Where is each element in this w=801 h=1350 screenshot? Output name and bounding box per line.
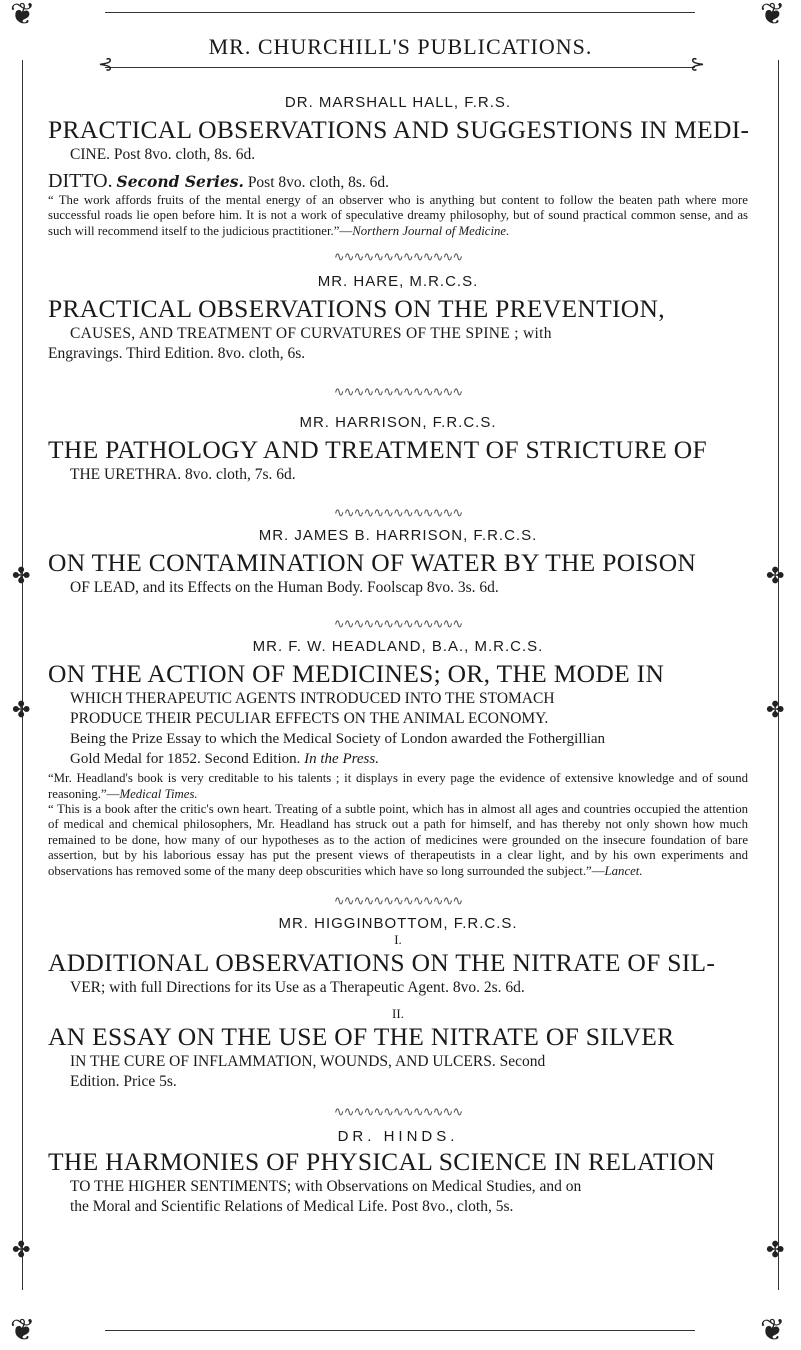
entry-title: ON THE CONTAMINATION OF WATER BY THE POISON bbox=[48, 548, 697, 578]
review-quote-text: “Mr. Headland's book is very creditable to his talents ; it displays in every page the evidence of extensive knowledge and of sound reasoning.”— bbox=[48, 771, 748, 801]
entry-author: MR. HARE, M.R.C.S. bbox=[317, 273, 479, 291]
entry-details: OF LEAD, and its Effects on the Human Body. Foolscap 8vo. 3s. 6d. bbox=[70, 579, 499, 597]
corner-ornament-icon: ❦ bbox=[10, 1313, 36, 1348]
ditto-word: DITTO. bbox=[48, 170, 113, 192]
ditto-details: Post 8vo. cloth, 8s. 6d. bbox=[247, 174, 390, 191]
entry-hare bbox=[48, 273, 748, 364]
entry-details-line: TO THE HIGHER SENTIMENTS; with Observations on Medical Studies, and on bbox=[70, 1178, 582, 1196]
entry-details-cont: Engravings. Third Edition. 8vo. cloth, 6s. bbox=[48, 345, 306, 363]
entry-author: DR. MARSHALL HALL, F.R.S. bbox=[284, 94, 512, 111]
entry-edition: Gold Medal for 1852. Second Edition. bbox=[70, 751, 301, 768]
ditto-line bbox=[48, 171, 748, 193]
bottom-rule bbox=[105, 1330, 695, 1331]
left-border bbox=[22, 60, 23, 1290]
entry-author: MR. JAMES B. HARRISON, F.R.C.S. bbox=[258, 527, 538, 545]
review-source: Lancet. bbox=[604, 863, 643, 878]
top-rule-lower bbox=[105, 67, 695, 68]
wavy-divider-icon: ∿∿∿∿∿∿∿∿∿∿∿∿∿ bbox=[333, 894, 463, 910]
entry-details-line: the Moral and Scientific Relations of Medical Life. Post 8vo., cloth, 5s. bbox=[70, 1198, 514, 1216]
entry-james-harrison bbox=[48, 527, 748, 598]
review-quote-text: “ The work affords fruits of the mental energy of an observer who is anything but content to follow the beaten path where more successful roads lie open before him. It is not a work of speculative dreamy philosophy, but of sound practical common sense, and as such will recommend itself to the judicious practitioner.”— bbox=[48, 193, 748, 238]
entry-author: MR. F. W. HEADLAND, B.A., M.R.C.S. bbox=[252, 638, 544, 656]
entry-author: DR. HINDS. bbox=[337, 1128, 459, 1146]
entry-title: THE PATHOLOGY AND TREATMENT OF STRICTURE OF bbox=[48, 435, 707, 465]
wavy-divider-icon: ∿∿∿∿∿∿∿∿∿∿∿∿∿ bbox=[333, 1105, 463, 1121]
entry-details-line: PRODUCE THEIR PECULIAR EFFECTS ON THE ANIMAL ECONOMY. bbox=[70, 710, 549, 728]
entry-title: ON THE ACTION OF MEDICINES; OR, THE MODE IN bbox=[48, 659, 665, 689]
review-source: Northern Journal of Medicine. bbox=[352, 223, 510, 238]
entry-details: VER; with full Directions for its Use as a Therapeutic Agent. 8vo. 2s. 6d. bbox=[70, 979, 525, 997]
side-ornament-icon: ✤ bbox=[12, 698, 31, 723]
entry-details: CAUSES, AND TREATMENT OF CURVATURES OF THE SPINE ; with bbox=[70, 325, 552, 343]
entry-higginbottom bbox=[48, 915, 748, 1092]
wavy-divider-icon: ∿∿∿∿∿∿∿∿∿∿∿∿∿ bbox=[333, 250, 463, 266]
corner-ornament-icon: ❦ bbox=[760, 0, 786, 32]
entry-details: THE URETHRA. 8vo. cloth, 7s. 6d. bbox=[70, 466, 296, 484]
entry-author: MR. HIGGINBOTTOM, F.R.C.S. bbox=[278, 915, 518, 933]
entry-title: THE HARMONIES OF PHYSICAL SCIENCE IN RELATION bbox=[48, 1147, 716, 1177]
entry-details-line: Being the Prize Essay to which the Medical Society of London awarded the Fothergillian bbox=[70, 731, 606, 748]
entry-details-line: WHICH THERAPEUTIC AGENTS INTRODUCED INTO THE STOMACH bbox=[70, 690, 555, 708]
side-ornament-icon: ✤ bbox=[12, 564, 31, 589]
wavy-divider-icon: ∿∿∿∿∿∿∿∿∿∿∿∿∿ bbox=[333, 617, 463, 633]
entry-marshall-hall bbox=[48, 94, 748, 239]
publication-list bbox=[48, 78, 748, 1217]
entry-title: ADDITIONAL OBSERVATIONS ON THE NITRATE OF SIL- bbox=[48, 948, 716, 978]
ditto-series: Second Series. bbox=[116, 172, 244, 191]
review-quote bbox=[48, 771, 748, 802]
wavy-divider-icon: ∿∿∿∿∿∿∿∿∿∿∿∿∿ bbox=[333, 385, 463, 401]
entry-details: CINE. Post 8vo. cloth, 8s. 6d. bbox=[70, 146, 256, 163]
entry-headland bbox=[48, 638, 748, 879]
entry-harrison bbox=[48, 414, 748, 485]
entry-details-line: Edition. Price 5s. bbox=[70, 1073, 177, 1091]
entry-author: MR. HARRISON, F.R.C.S. bbox=[299, 414, 497, 432]
review-quote bbox=[48, 193, 748, 239]
corner-ornament-icon: ❦ bbox=[760, 1313, 786, 1348]
side-ornament-icon: ✤ bbox=[766, 698, 785, 723]
review-quote bbox=[48, 802, 748, 879]
review-source: Medical Times. bbox=[119, 786, 198, 801]
entry-title: AN ESSAY ON THE USE OF THE NITRATE OF SILVER bbox=[48, 1022, 675, 1052]
entry-details-line: IN THE CURE OF INFLAMMATION, WOUNDS, AND ULCERS. Second bbox=[70, 1053, 546, 1071]
side-ornament-icon: ✤ bbox=[766, 1238, 785, 1263]
right-border bbox=[778, 60, 779, 1290]
side-ornament-icon: ✤ bbox=[12, 1238, 31, 1263]
rule-end-ornament-icon: ⊱ bbox=[690, 54, 706, 75]
entry-hinds bbox=[48, 1128, 748, 1217]
top-rule bbox=[105, 12, 695, 13]
entry-number: II. bbox=[392, 1006, 404, 1022]
entry-title: PRACTICAL OBSERVATIONS ON THE PREVENTION, bbox=[48, 294, 665, 324]
entry-title: PRACTICAL OBSERVATIONS AND SUGGESTIONS IN MEDI- bbox=[48, 115, 750, 144]
entry-press-status: In the Press. bbox=[304, 751, 379, 768]
entry-details-line bbox=[70, 749, 748, 769]
entry-number: I. bbox=[394, 932, 402, 948]
review-quote-text: “ This is a book after the critic's own heart. Treating of a subtle point, which has in almost all ages and countries occupied the attention of medical and chemical philosophers, Mr. Headland has struck out a path for himself, and has thereby not only shown how much remained to be done, how many of our hypotheses as to the action of medicines were grounded on the insecure foundation of bare assertion, but by his laborious essay has put the present views of therapeutists in a clear light, and by his own experiments and observations has removed some of the many deep obscurities which have so long surrounded the subject.”— bbox=[48, 802, 748, 878]
side-ornament-icon: ✤ bbox=[766, 564, 785, 589]
wavy-divider-icon: ∿∿∿∿∿∿∿∿∿∿∿∿∿ bbox=[333, 506, 463, 522]
rule-end-ornament-icon: ⊰ bbox=[98, 54, 114, 75]
page-header-title: MR. CHURCHILL'S PUBLICATIONS. bbox=[208, 34, 593, 59]
corner-ornament-icon: ❦ bbox=[10, 0, 36, 32]
